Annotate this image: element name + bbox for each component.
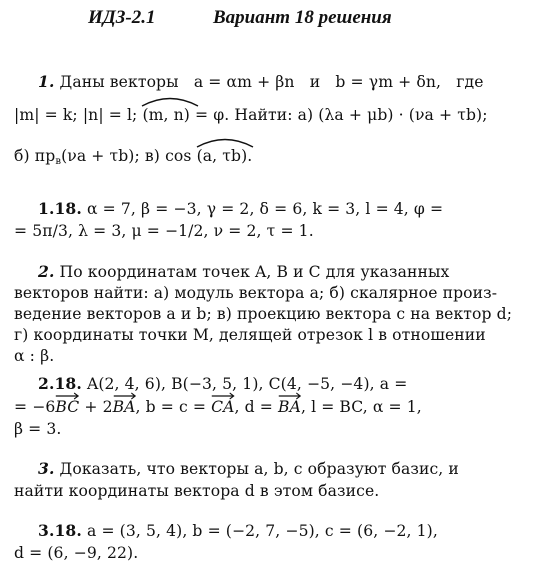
task2-line4 <box>14 324 486 346</box>
task1-end: . <box>247 147 253 165</box>
vector-ba <box>113 396 136 418</box>
vector-arrow-icon <box>55 392 79 400</box>
task3-text-1: Доказать, что векторы a, b, c образуют базис, и <box>59 460 459 478</box>
task1-item-b: б) <box>14 147 30 165</box>
params2-plus: + 2 <box>79 398 113 416</box>
angle-atb-text: (a, τb) <box>196 147 248 165</box>
params1-line2 <box>14 220 314 242</box>
assignment-code: ИДЗ-2.1 <box>88 7 156 28</box>
task2-line1 <box>38 261 449 283</box>
vector-ba-label: BA <box>112 398 136 416</box>
params3-line1 <box>38 520 438 542</box>
angle-arc-icon <box>140 97 200 107</box>
task2-text-3: ведение векторов a и b; в) проекцию вектора c на вектор d; <box>14 305 513 323</box>
task1-proj-arg: (νa + τb); <box>61 147 140 165</box>
vector-bc <box>55 396 79 418</box>
task3-text-2: найти координаты вектора d в этом базисе. <box>14 482 380 500</box>
task2-line2 <box>14 282 497 304</box>
task2-number: 2. <box>38 262 55 281</box>
task1-formula-a: a = αm + βn <box>193 73 295 91</box>
vector-ca <box>211 396 234 418</box>
task3-line2 <box>14 480 379 502</box>
params1-values-2: = 5π/3, λ = 3, μ = −1/2, ν = 2, τ = 1. <box>14 222 314 240</box>
task1-line2 <box>14 104 488 126</box>
params3-values-1: a = (3, 5, 4), b = (−2, 7, −5), c = (6, −2, 1), <box>86 522 438 540</box>
task1-line3 <box>14 145 252 173</box>
params3-number: 3.18. <box>38 521 82 540</box>
task1-proj: пр <box>34 147 56 165</box>
angle-arc-icon <box>195 138 255 148</box>
params1-number: 1.18. <box>38 199 82 218</box>
vector-ba-2 <box>278 396 301 418</box>
vector-ca-label: CA <box>211 398 235 416</box>
angle-mn-text: (m, n) <box>142 106 190 124</box>
vector-ba-2-label: BA <box>278 398 301 416</box>
task1-find: = φ. Найти: а) <box>195 106 314 124</box>
vector-arrow-icon <box>113 392 136 400</box>
task1-cos: cos <box>165 147 192 165</box>
params2-values-3: β = 3. <box>14 420 62 438</box>
task2-text-4: г) координаты точки M, делящей отрезок l в отношении <box>14 326 486 344</box>
task2-line5 <box>14 345 54 367</box>
header <box>0 7 551 33</box>
params3-values-2: d = (6, −9, 22). <box>14 544 139 562</box>
params1-values-1: α = 7, β = −3, γ = 2, δ = 6, k = 3, l = 4, φ = <box>86 200 444 218</box>
params2-line3 <box>14 418 61 440</box>
task2-line3 <box>14 303 512 325</box>
params2-start: = −6 <box>14 398 56 416</box>
task1-proj-sub: в <box>55 156 62 167</box>
task1-formula-b: b = γm + δn, <box>335 73 442 91</box>
params2-number: 2.18. <box>38 374 82 393</box>
task1-where: где <box>456 73 484 91</box>
task1-item-v: в) <box>144 147 160 165</box>
task1-and: и <box>309 73 321 91</box>
params2-mid: , b = c = <box>135 398 207 416</box>
task2-text-2: векторов найти: а) модуль вектора a; б) скалярное произ- <box>14 284 498 302</box>
params1-line1 <box>38 198 443 220</box>
task2-text-5: α : β. <box>14 347 55 365</box>
task1-norms: |m| = k; |n| = l; <box>14 106 138 124</box>
task1-expr-a: (λa + μb) · (νa + τb); <box>318 106 488 124</box>
task2-text-1: По координатам точек A, B и C для указанных <box>59 263 450 281</box>
params2-line2 <box>14 396 422 418</box>
params3-line2 <box>14 542 138 564</box>
params2-values-1: A(2, 4, 6), B(−3, 5, 1), C(4, −5, −4), a = <box>86 375 408 393</box>
task1-line1 <box>38 71 484 93</box>
angle-atb <box>197 145 248 167</box>
params2-end: , l = BC, α = 1, <box>300 398 422 416</box>
vector-arrow-icon <box>278 392 301 400</box>
angle-mn <box>142 104 190 126</box>
params2-mid2: , d = <box>234 398 273 416</box>
task3-line1 <box>38 458 459 480</box>
variant-title: Вариант 18 решения <box>213 7 392 28</box>
task1-intro: Даны векторы <box>59 73 179 91</box>
task1-number: 1. <box>38 72 55 91</box>
vector-bc-label: BC <box>55 398 80 416</box>
task3-number: 3. <box>38 459 55 478</box>
vector-arrow-icon <box>211 392 234 400</box>
